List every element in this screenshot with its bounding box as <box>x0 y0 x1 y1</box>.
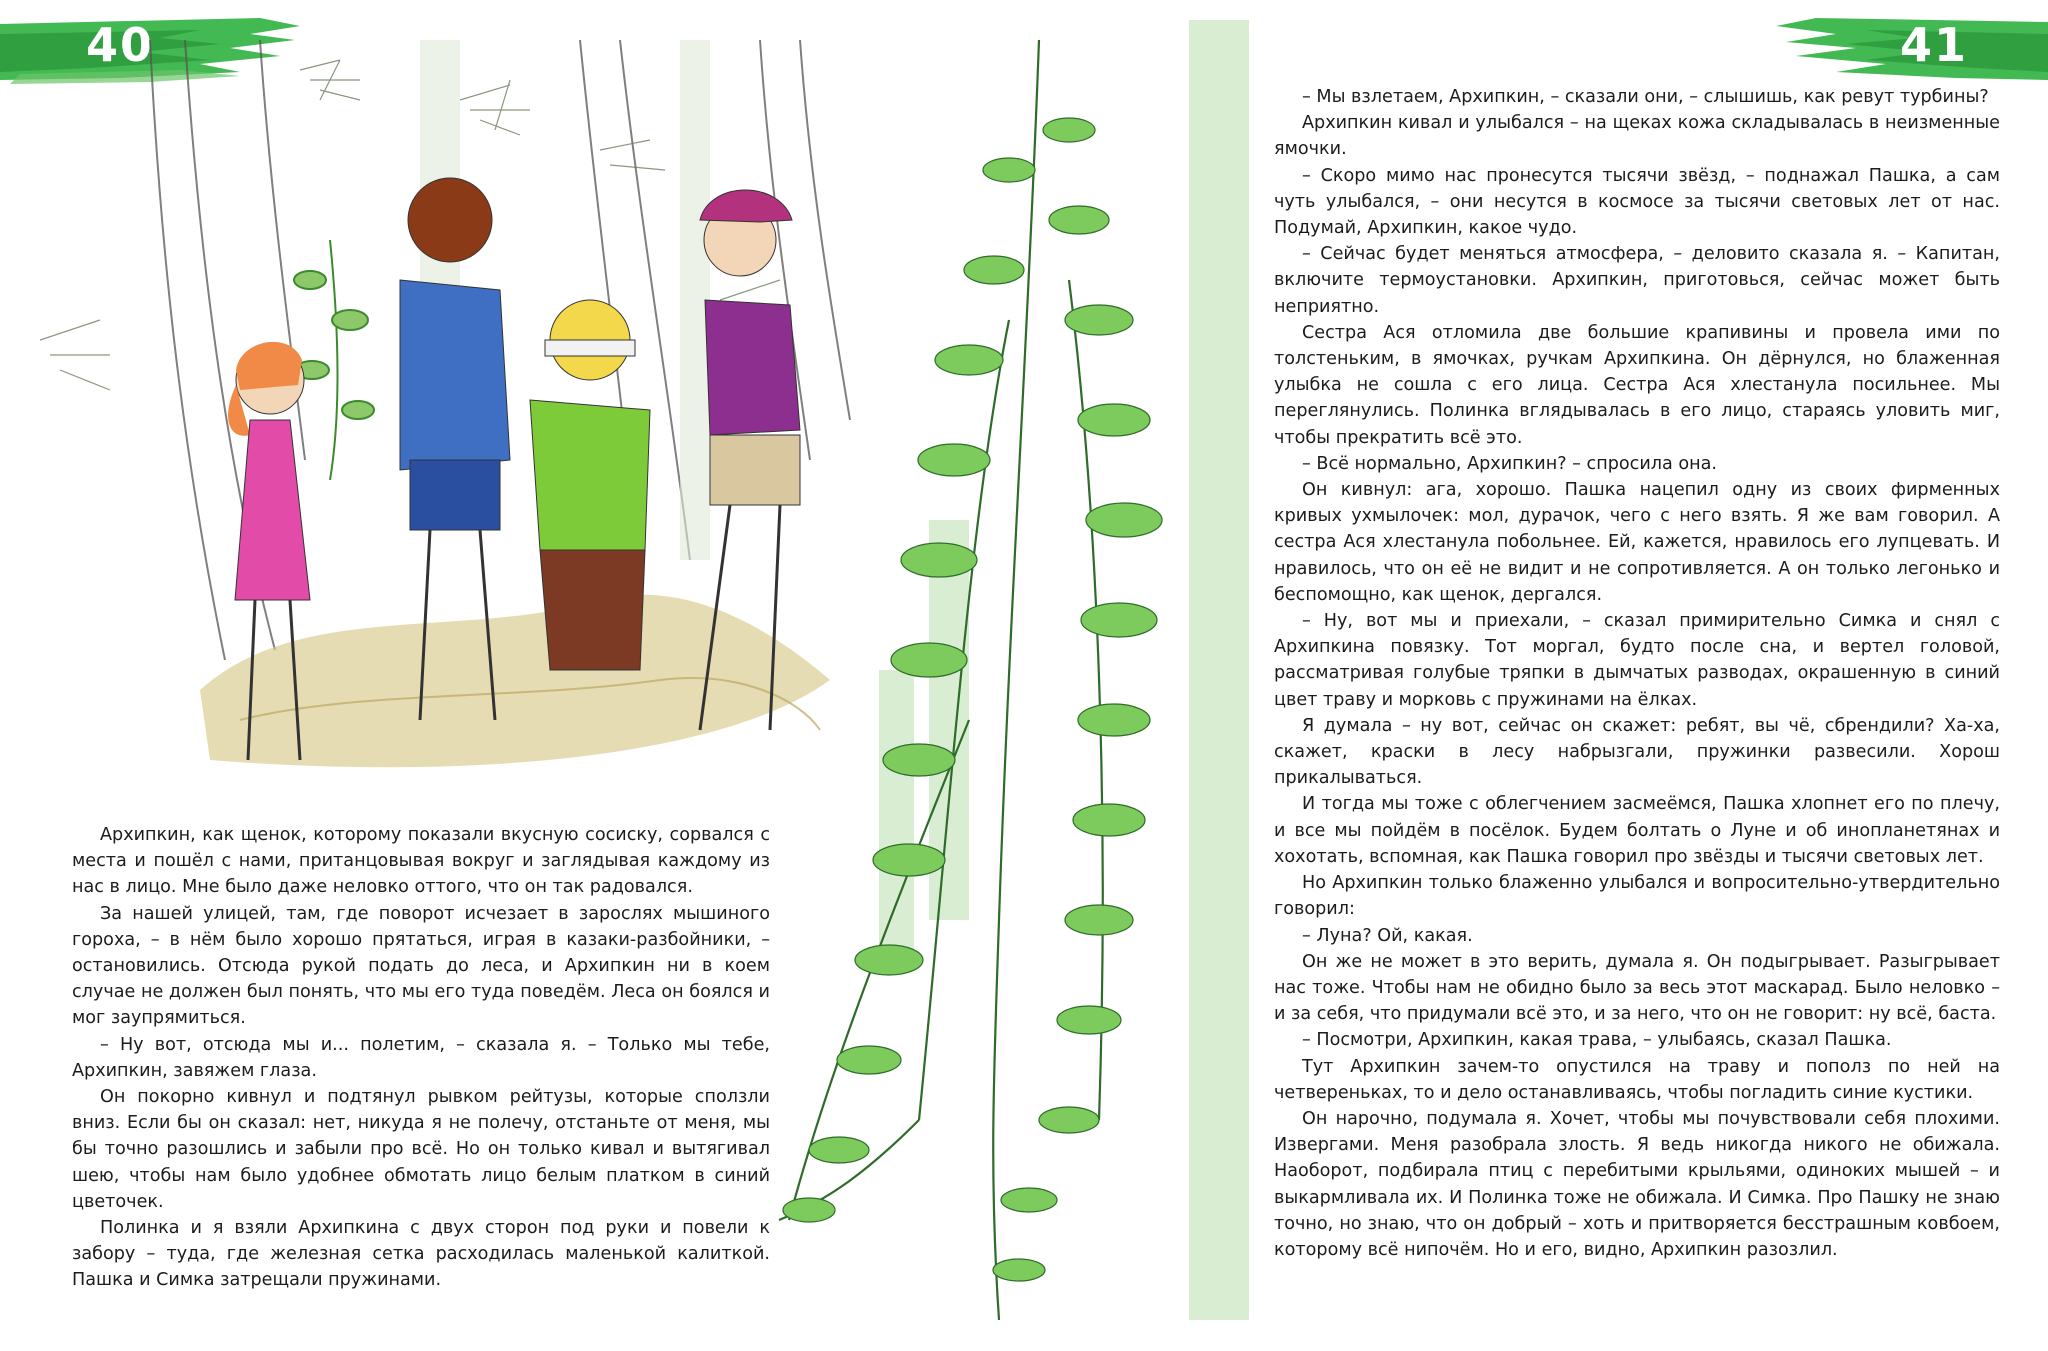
paragraph: Архипкин кивал и улыбался – на щеках кожа складывалась в неизменные ямочки. <box>1274 113 2000 160</box>
paragraph: – Мы взлетаем, Архипкин, – сказали они, – слышишь, как ревут турбины? <box>1302 87 1989 107</box>
paragraph: – Сейчас будет меняться атмосфера, – деловито сказала я. – Капитан, включите термоустановки. Архипкин, приготовься, сейчас может быть неприятно. <box>1274 244 2000 317</box>
paragraph: – Скоро мимо нас пронесутся тысячи звёзд, – поднажал Пашка, а сам чуть улыбался, – они несутся в космосе за тысячи световых лет от нас. Подумай, Архипкин, какое чудо. <box>1274 165 2000 239</box>
paragraph: За нашей улицей, там, где поворот исчезает в зарослях мышиного гороха, – в нём было хорошо прятаться, играя в казаки-разбойники, – остановились. Отсюда рукой подать до леса, и Архипкин ни в коем случае не должен был понять, что мы его туда поведём. Леса он боялся и мог заупрямиться. <box>72 903 770 1029</box>
paragraph: Он нарочно, подумала я. Хочет, чтобы мы почувствовали себя плохими. Извергами. Меня разобрала злость. Я ведь никогда никого не обижала. Наоборот, подбирала птиц с перебитыми крыльями, одиноких мышей – и выкармливала их. И Полинка тоже не обижала. И Симка. Про Пашку не знаю точно, но знаю, что он добрый – хоть и притворяется бесстрашным ковбоем, которому всё нипочём. Но и его, видно, Архипкин разозлил. <box>1274 1108 2000 1260</box>
paragraph: Он кивнул: ага, хорошо. Пашка нацепил одну из своих фирменных кривых ухмылочек: мол, дурачок, чего с него взять. Я же вам говорил. А сестра Ася хлестанула побольнее. Ей, кажется, нравилось его лупцевать. И нравилось, что он её не видит и не сопротивляется. А он только легонько и беспомощно, как щенок, дергался. <box>1274 480 2000 605</box>
page-number-left: 40 <box>86 18 155 72</box>
paragraph: – Всё нормально, Архипкин? – спросила она. <box>1302 453 1718 474</box>
paragraph: Полинка и я взяли Архипкина с двух сторон под руки и повели к забору – туда, где железная сетка расходилась маленькой калиткой. Пашка и Симка затрещали пружинами. <box>72 1218 770 1291</box>
paragraph: – Луна? Ой, какая. <box>1302 925 1473 946</box>
left-page-text <box>72 822 770 1294</box>
paragraph: – Ну вот, отсюда мы и... полетим, – сказала я. – Только мы тебе, Архипкин, завяжем глаза. <box>72 1034 770 1081</box>
children-blindfold-illustration <box>40 40 860 800</box>
paragraph: Он же не может в это верить, думала я. Он подыгрывает. Разыгрывает нас тоже. Чтобы нам не обидно было за весь этот маскарад. Было неловко – и за себя, что придумали всё это, и за него, что он не говорит: ну всё, баста. <box>1274 951 2000 1025</box>
page-number-right: 41 <box>1900 18 1969 72</box>
paragraph: Но Архипкин только блаженно улыбался и вопросительно-утвердительно говорил: <box>1274 873 2000 920</box>
paragraph: Он покорно кивнул и подтянул рывком рейтузы, которые сползли вниз. Если бы он сказал: нет, никуда я не полечу, отстаньте от меня, мы бы точно разошлись и забыли про всё. Но он только кивал и вытягивал шею, чтобы нам было удобнее обмотать лицо белым платком в синий цветочек. <box>72 1087 770 1212</box>
nettle-plant-illustration <box>769 20 1309 1340</box>
paragraph: Архипкин, как щенок, которому показали вкусную сосиску, сорвался с места и пошёл с нами, пританцовывая вокруг и заглядывая каждому из нас в лицо. Мне было даже неловко оттого, что он так радовался. <box>72 825 770 898</box>
paragraph: Тут Архипкин зачем-то опустился на траву и пополз по ней на четвереньках, то и дело останавливаясь, чтобы погладить синие кустики. <box>1274 1056 2000 1103</box>
paragraph: Сестра Ася отломила две большие крапивины и провела ими по толстеньким, в ямочках, ручкам Архипкина. Он дёрнулся, но блаженная улыбка не сошла с его лица. Сестра Ася хлестанула посильнее. Мы переглянулись. Полинка вглядывалась в его лицо, стараясь уловить миг, чтобы прекратить всё это. <box>1274 322 2000 448</box>
paragraph: – Ну, вот мы и приехали, – сказал примирительно Симка и снял с Архипкина повязку. Тот моргал, будто после сна, и вертел головой, рассматривая голубые тряпки в дымчатых разводах, окрашенную в синий цвет траву и морковь с пружинами на ёлках. <box>1274 611 2000 710</box>
paragraph: Я думала – ну вот, сейчас он скажет: ребят, вы чё, сбрендили? Ха-ха, скажет, краски в лесу набрызгали, пружинки развесили. Хорош прикалываться. <box>1274 715 2000 789</box>
paragraph: И тогда мы тоже с облегчением засмеёмся, Пашка хлопнет его по плечу, и все мы пойдём в посёлок. Будем болтать о Луне и об инопланетянах и хохотать, вспомная, как Пашка говорил про звёзды и тысячи световых лет. <box>1274 794 2000 867</box>
paragraph: – Посмотри, Архипкин, какая трава, – улыбаясь, сказал Пашка. <box>1302 1030 1892 1051</box>
right-page <box>1024 0 2048 1351</box>
right-page-text <box>1274 84 2000 1263</box>
